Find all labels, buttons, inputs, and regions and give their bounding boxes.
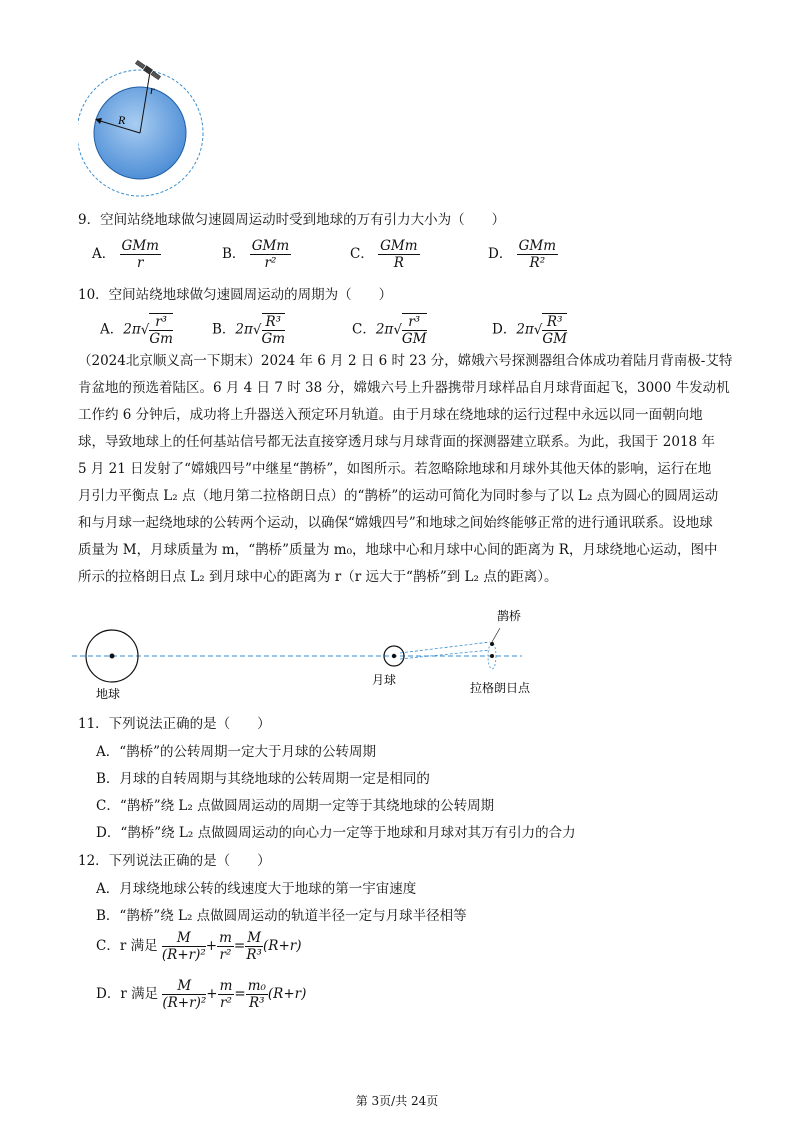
q9-stem: 9．空间站绕地球做匀速圆周运动时受到地球的万有引力大小为（ ） [78, 212, 506, 228]
label-R: R [118, 113, 126, 127]
q11-option-a[interactable]: A．“鹊桥”的公转周期一定大于月球的公转周期 [96, 744, 377, 760]
q10-option-a[interactable]: A．2π√ $\frac{\text{r³}}{Gm}$ [100, 314, 173, 347]
passage-line: 和与月球一起绕地球的公转两个运动，以确保“嫦娥四号”和地球之间始终能够正常的进行通讯联系。设地球 [78, 515, 713, 531]
q9-option-b[interactable]: B． $\frac{\text{GMm}}{\text{r²}}$ [222, 238, 290, 271]
passage-line: 所示的拉格朗日点 L₂ 到月球中心的距离为 r（r 远大于“鹊桥”到 L₂ 点的距离）。 [78, 569, 558, 585]
q9-option-a[interactable]: A． $\frac{\text{GMm}}{r}$ [92, 238, 159, 271]
q12-option-a[interactable]: A．月球绕地球公转的线速度大于地球的第一宇宙速度 [96, 881, 417, 897]
l2-point [490, 654, 494, 658]
passage-line: 月引力平衡点 L₂ 点（地月第二拉格朗日点）的“鹊桥”的运动可简化为同时参与了以 L₂ 点为圆心的圆周运动 [78, 488, 719, 504]
q12-option-c[interactable]: C．r 满足 $\frac{M}{\text{(R+r)²}}$ + $\frac{m}{\text{r²}}$ = $\frac{M}{\text{R³}}$ (R+r) [96, 930, 302, 963]
q12-stem: 12．下列说法正确的是（ ） [78, 853, 271, 869]
passage-line: 肯盆地的预选着陆区。6 月 4 日 7 时 38 分，嫦娥六号上升器携带月球样品自月球背面起飞，3000 牛发动机 [78, 380, 730, 396]
passage-line: 球，导致地球上的任何基站信号都无法直接穿透月球与月球背面的探测器建立联系。为此，我国于 2018 年 [78, 434, 715, 450]
orbit-figure [78, 58, 210, 198]
label-r: r [150, 83, 155, 97]
passage [78, 348, 733, 591]
q10-option-c[interactable]: C．2π√ $\frac{\text{r³}}{GM}$ [352, 314, 427, 347]
q10-stem: 10．空间站绕地球做匀速圆周运动的周期为（ ） [78, 287, 393, 303]
label-queqiao: 鹊桥 [497, 609, 522, 623]
passage-line: 5 月 21 日发射了“嫦娥四号”中继星“鹊桥”，如图所示。若忽略除地球和月球外其他天体的影响，运行在地 [78, 461, 712, 477]
label-earth: 地球 [96, 687, 121, 701]
queqiao-dot [490, 642, 494, 646]
page-footer: 第 3页/共 24页 [355, 1094, 439, 1108]
passage-line: （2024北京顺义高一下期末）2024 年 6 月 2 日 6 时 23 分，嫦娥六号探测器组合体成功着陆月背南极-艾特 [78, 353, 733, 369]
q10-option-d[interactable]: D．2π√ $\frac{\text{R³}}{GM}$ [492, 314, 568, 347]
q11-option-c[interactable]: C．“鹊桥”绕 L₂ 点做圆周运动的周期一定等于其绕地球的公转周期 [96, 798, 495, 814]
q11-option-d[interactable]: D．“鹊桥”绕 L₂ 点做圆周运动的向心力一定等于地球和月球对其万有引力的合力 [96, 825, 576, 841]
label-lagrange: 拉格朗日点 [470, 681, 531, 695]
q11-stem: 11．下列说法正确的是（ ） [78, 716, 271, 732]
passage-line: 工作约 6 分钟后，成功将上升器送入预定环月轨道。由于月球在绕地球的运行过程中永远以同一面朝向地 [78, 407, 703, 423]
label-moon: 月球 [372, 673, 397, 687]
q9-option-d[interactable]: D． $\frac{\text{GMm}}{\text{R²}}$ [488, 238, 557, 271]
q12-option-d[interactable]: D．r 满足 $\frac{M}{\text{(R+r)²}}$ + $\frac{m}{\text{r²}}$ = $\frac{\text{m₀}}{\text{R³}}$ (R+r) [96, 978, 307, 1011]
passage-line: 质量为 M，月球质量为 m，“鹊桥”质量为 m₀，地球中心和月球中心间的距离为 R，月球绕地心运动，图中 [78, 542, 718, 558]
q12-option-b[interactable]: B．“鹊桥”绕 L₂ 点做圆周运动的轨道半径一定与月球半径相等 [96, 908, 467, 924]
lagrange-figure [72, 606, 532, 702]
q9-option-c[interactable]: C． $\frac{\text{GMm}}{R}$ [350, 238, 418, 271]
q11-option-b[interactable]: B．月球的自转周期与其绕地球的公转周期一定是相同的 [96, 771, 430, 787]
q10-option-b[interactable]: B．2π√ $\frac{\text{R³}}{Gm}$ [212, 314, 286, 347]
